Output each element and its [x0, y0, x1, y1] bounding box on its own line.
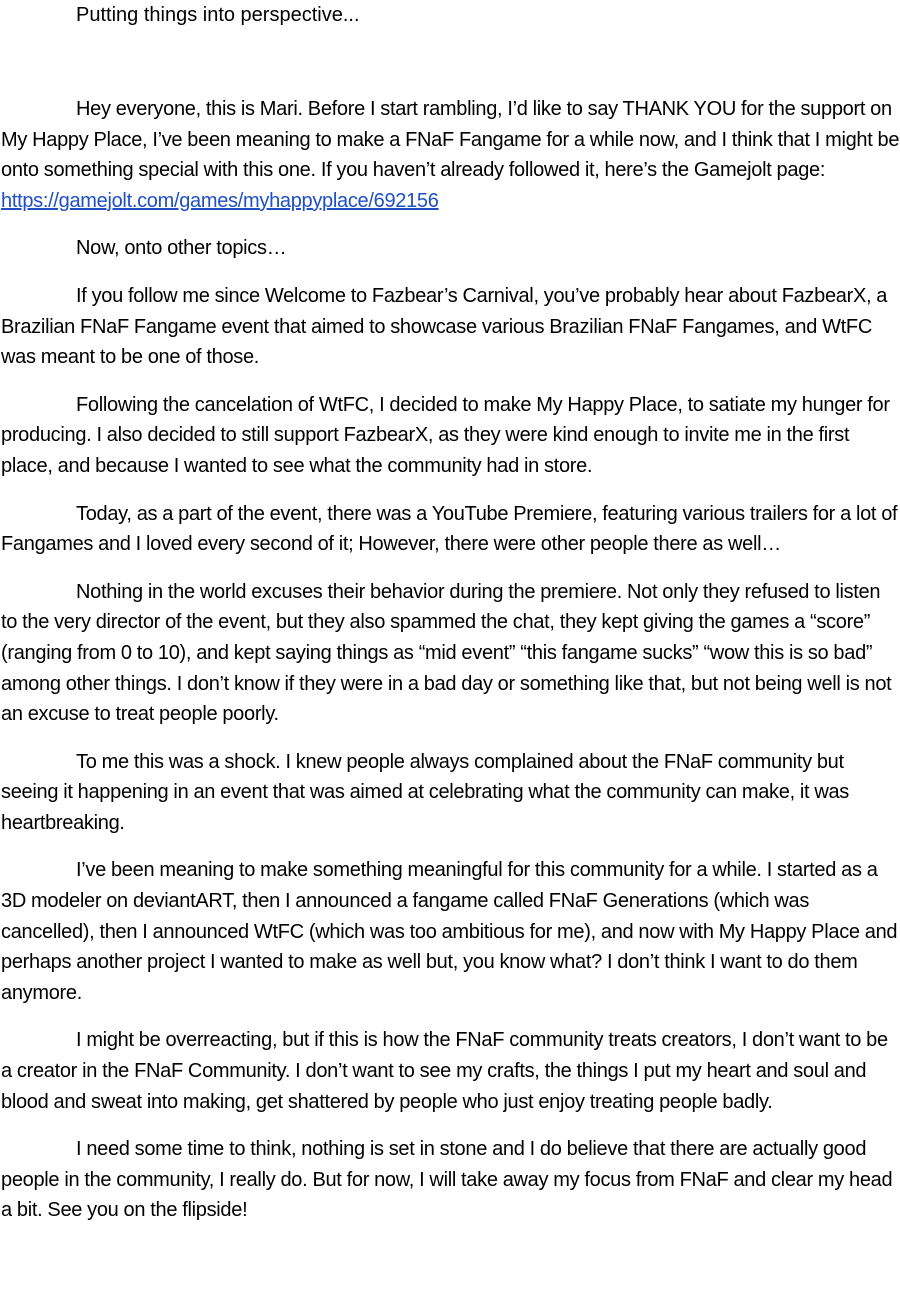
- paragraph-behavior: Nothing in the world excuses their behavior during the premiere. Not only they refused to listen to the very director of the event, but they also spammed the chat, they kept giving the games a “score” (ranging from 0 to 10), and kept saying things as “mid event” “this fangame sucks” “wow this is so bad” among other things. I don’t know if they were in a bad day or something like that, but not being well is not an excuse to treat people poorly.: [1, 580, 892, 726]
- paragraph-shock: To me this was a shock. I knew people always complained about the FNaF community but seeing it happening in an event that was aimed at celebrating what the community can make, it was heartbreaking.: [1, 750, 849, 834]
- paragraph-intro-text: Hey everyone, this is Mari. Before I start rambling, I’d like to say THANK YOU for the support on My Happy Place, I’ve been meaning to make a FNaF Fangame for a while now, and I think that I might be onto something special with this one. If you haven’t already followed it, here’s the Gamejolt page:: [1, 98, 900, 182]
- paragraph-premiere: Today, as a part of the event, there was a YouTube Premiere, featuring various trailers for a lot of Fangames and I loved every second of it; However, there were other people there as well…: [1, 502, 898, 556]
- document-title: Putting things into perspective...: [76, 4, 360, 26]
- paragraph-intro: [1, 94, 900, 216]
- gamejolt-link[interactable]: https://gamejolt.com/games/myhappyplace/692156: [1, 189, 439, 212]
- paragraph-closing: I need some time to think, nothing is set in stone and I do believe that there are actually good people in the community, I really do. But for now, I will take away my focus from FNaF and clear my head a bit. See you on the flipside!: [1, 1138, 893, 1222]
- paragraph-cancelation: Following the cancelation of WtFC, I decided to make My Happy Place, to satiate my hunger for producing. I also decided to still support FazbearX, as they were kind enough to invite me in the first place, and because I wanted to see what the community had in store.: [1, 393, 890, 477]
- paragraph-other-topics: Now, onto other topics…: [76, 237, 287, 260]
- paragraph-overreacting: I might be overreacting, but if this is how the FNaF community treats creators, I don’t want to be a creator in the FNaF Community. I don’t want to see my crafts, the things I put my heart and soul and blood and sweat into making, get shattered by people who just enjoy treating people badly.: [1, 1029, 888, 1113]
- paragraph-fazbearx: If you follow me since Welcome to Fazbear’s Carnival, you’ve probably hear about FazbearX, a Brazilian FNaF Fangame event that aimed to showcase various Brazilian FNaF Fangames, and WtFC was meant to be one of those.: [1, 284, 888, 369]
- title-spacer: [1, 30, 900, 94]
- paragraph-history: I’ve been meaning to make something meaningful for this community for a while. I started as a 3D modeler on deviantART, then I announced a fangame called FNaF Generations (which was cancelled), then I announced WtFC (which was too ambitious for me), and now with My Happy Place and perhaps another project I wanted to make as well but, you know what? I don’t think I want to do them anymore.: [1, 859, 898, 1004]
